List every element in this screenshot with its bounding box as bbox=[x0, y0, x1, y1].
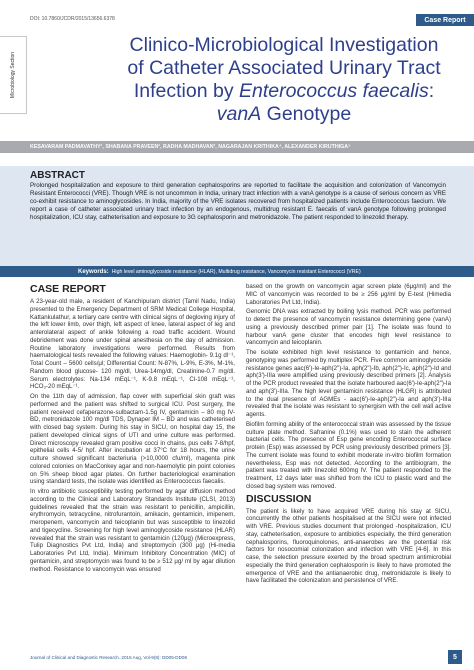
page-number: 5 bbox=[448, 650, 462, 664]
title-line-4-plain: Genotype bbox=[261, 103, 352, 125]
case-report-badge: Case Report bbox=[416, 14, 474, 26]
title-line-3 bbox=[96, 80, 472, 103]
doi-text: DOI: 10.7860/JCDR/2015/13656.6378 bbox=[30, 16, 115, 22]
right-paragraph-4: Biofilm forming ability of the enterococcal strain was assessed by the tissue culture plate method. Safranine (0.1%) was used to stain the adherent bacterial cells. The presence of Esp gene encoding Enterococcal surface protein (Esp) was assessed by PCR using previously described primers [3]. The current isolate was found to exhibit moderate in-vitro biofilm formation nevertheless, Esp was not detected. According to the antibiogram, the patient was treated with linezolid 600mg IV. The patient responded to the treatment, 12 days later was shifted from the ICU to plastic ward and the closed bag system was removed. bbox=[246, 420, 451, 490]
right-paragraph-2: Genomic DNA was extracted by boiling lysis method. PCR was performed to detect the presence of vancomycin resistance determining gene (vanA) using a previously described primer pair [1]. The isolate was found to harbour vanA gene cluster that encodes high level resistance to vancomycin and teicoplanin. bbox=[246, 308, 451, 347]
section-tab bbox=[0, 36, 27, 114]
right-paragraph-3: The isolate exhibited high level resistance to gentamicin and hence, genotyping was performed by multiplex PCR. Five common aminoglycoside resistance genes aac(6')-Ie-aph(2")-Ia, aph(2")-Ib, aph(2")-Ic, aph(2")-Id and aph(3')-IIIa were amplified using previously described primers [2]. Analysis of the PCR product revealed that the isolate harboured aac(6')-Ie-aph(2")-Ia and aph(3')-IIIa. The high level gentamicin resistance (HLGR) is attributed to the dual presence of AGMEs - aac(6')-Ie-aph(2")-Ia and aph(3')-IIIa revealed that the isolate was resistant to synergism with the cell wall active agents. bbox=[246, 349, 451, 418]
title-line-3-plain: Infection by bbox=[133, 80, 240, 102]
authors-text: KESAVARAM PADMAVATHY¹, SHABANA PRAVEEN², RADHA MADHAVAN³, NAGARAJAN KRITHIKA⁴, ALEXANDER KIRUTHIGA⁵ bbox=[30, 144, 351, 150]
case-paragraph-2: On the 11th day of admission, flap cover with superficial skin graft was performed and the patient was shifted to surgical ICU. Post surgery, the patient received cefaperazone-sulbactam-1.5g IV, gentamicin – 80 mg IV-BD, metronidazole 100 mg/dl TDS, Dynaper IM – BD and was catheterised with closed bag system. During his stay in SICU, on hospital day 15, the patient developed clinical signs of UTI and urine culture was performed. Direct microscopy revealed gram positive cocci in chains, pus cells 7-8/hpf, epithelial cells 4-5/ hpf. After incubation at 37°C for 18 hours, the urine culture showed significant bacteriuria (>10,0000 cfu/ml), magenta pink colored colonies on MacConkey agar and non-haemolytic pin point colonies on 5% sheep blood agar plates. On further bacteriological examination using standard tests, the isolate was identified as Enterococcus faecalis. bbox=[30, 393, 235, 486]
keywords-label: Keywords: bbox=[78, 268, 109, 275]
case-report-heading: CASE REPORT bbox=[30, 283, 106, 295]
right-paragraph-1: based on the growth on vancomycin agar screen plate (6μg/ml) and the MIC of vancomycin was recorded to be ≥ 256 μg/ml by E-test (Himedia Laboratories Pvt Ltd, India). bbox=[246, 283, 451, 306]
abstract-heading: ABSTRACT bbox=[30, 170, 85, 181]
section-tab-label: Microbiology Section bbox=[10, 51, 16, 99]
case-paragraph-3: In vitro antibiotic susceptibility testing performed by agar diffusion method according to the Clinical and Laboratory Standards Institute (CLSI, 2013) guidelines revealed that the strain was resistant to penicillin, ampicillin, erythromycin, tetracycline, nitrofurantoin, amikacin, gentamicin, imipenem, meropenem, vancomycin and teicoplanin but was susceptible to linezolid and tigecycline. Screening for high level aminoglycoside resistance (HLAR) revealed that the strain was resistant to gentamicin (120μg) (Microexpress, Tulip Diagnostics Pvt Ltd, India) and streptomycin (300 μg) (Hi-media Laboratories Pvt Ltd, India). Minimum Inhibitory Concentration (MIC) of gentamicin, and streptomycin was found to be ≥ 512 μg/ ml by agar dilution method. Resistance to vancomycin was ensured bbox=[30, 488, 235, 573]
journal-footer: Journal of Clinical and Diagnostic Research. 2015 Aug, Vol-9(8): DD05-DD06 bbox=[30, 655, 188, 660]
case-paragraph-1: A 23-year-old male, a resident of Kanchipuram district (Tamil Nadu, India) presented to the Emergency Department of SRM Medical College Hospital, Kattankulathur, a tertiary care centre with clinical signs of degloving injury of the left lower limb, over thigh, left aspect of knee, lateral aspect of leg and anterolateral aspect of ankle following a road traffic accident. Wound debridement was done under spinal anesthesia on the day of admission. Routine laboratory investigations were performed. Results from haematological tests revealed the following values: Haemoglobin- 9.1g dl⁻¹, Total Count – 5600 cells/μl; Differential Count: N-87%, L-9%, E-3%, M-1%, Random blood glucose- 120 mg/dl, Urea-14mg/dl, Creatinine-0.7 mg/dl. Serum electrolytes: Na-134 mEqL⁻¹, K-9.8 mEqL⁻¹, Cl-108 mEqL⁻¹, HCO₃-20 mEqL⁻¹. bbox=[30, 298, 235, 391]
title-line-4-gene: vanA bbox=[216, 103, 262, 125]
title-line-2: of Catheter Associated Urinary Tract bbox=[127, 57, 441, 79]
abstract-box bbox=[0, 166, 474, 266]
abstract-text: Prolonged hospitalization and exposure to third generation cephalosporins are reported to facilitate the acquisition and colonization of Vancomycin Resistant Enterococci (VRE). Though VRE is not uncommon in India, urinary tract infection with a vanA genotype is a cause of serious concern as VRE co-exhibit resistance to aminoglycosides. In India, majority of the VRE isolates recovered from hospitalized patients include Enterococcus faecium. We report a case of catheter associated urinary tract infection by an endogenous, multidrug resistant E. faecalis of vanA genotype following prolonged hospitalization, ICU stay, catheterisation and exposure to 3G cephalosporin and metronidazole. The patient responded to linezolid therapy. bbox=[30, 182, 446, 222]
authors-bar bbox=[0, 141, 474, 153]
left-column bbox=[30, 283, 235, 575]
title-line-1: Clinico-Microbiological Investigation bbox=[129, 34, 439, 56]
discussion-paragraph: The patient is likely to have acquired VRE during his stay at SICU, concurrently the other patients hospitalised at the SICU were not infected with VRE. Previous studies document that prolonged -hospitalization, ICU stay, catheterisation, exposure to antibiotics especially, the third generation cephalosporins, fluoroquinolones, anti-anaerobes are the potential risk factors for nosocomial colonization and infection with VRE [4-6]. In this case, the selection pressure exerted by the broad spectrum antimicrobial especially the third generation cephalosporin is likely to have promoted the emergence of VRE and the antianaerobic drug, metronidazole is likely to have facilitated the colonization and persistence of VRE. bbox=[246, 507, 451, 585]
right-column bbox=[246, 283, 451, 587]
keywords-bar bbox=[0, 266, 474, 277]
article-title bbox=[96, 34, 472, 126]
title-line-3-tail: : bbox=[428, 80, 435, 102]
keywords-text: High level aminoglycoside resistance (HLAR), Multidrug resistance, Vancomycin resistant Enterococci (VRE) bbox=[111, 268, 361, 275]
title-line-4 bbox=[96, 103, 472, 126]
discussion-heading: DISCUSSION bbox=[246, 492, 312, 505]
title-line-3-organism: Enterococcus faecalis bbox=[239, 80, 429, 102]
